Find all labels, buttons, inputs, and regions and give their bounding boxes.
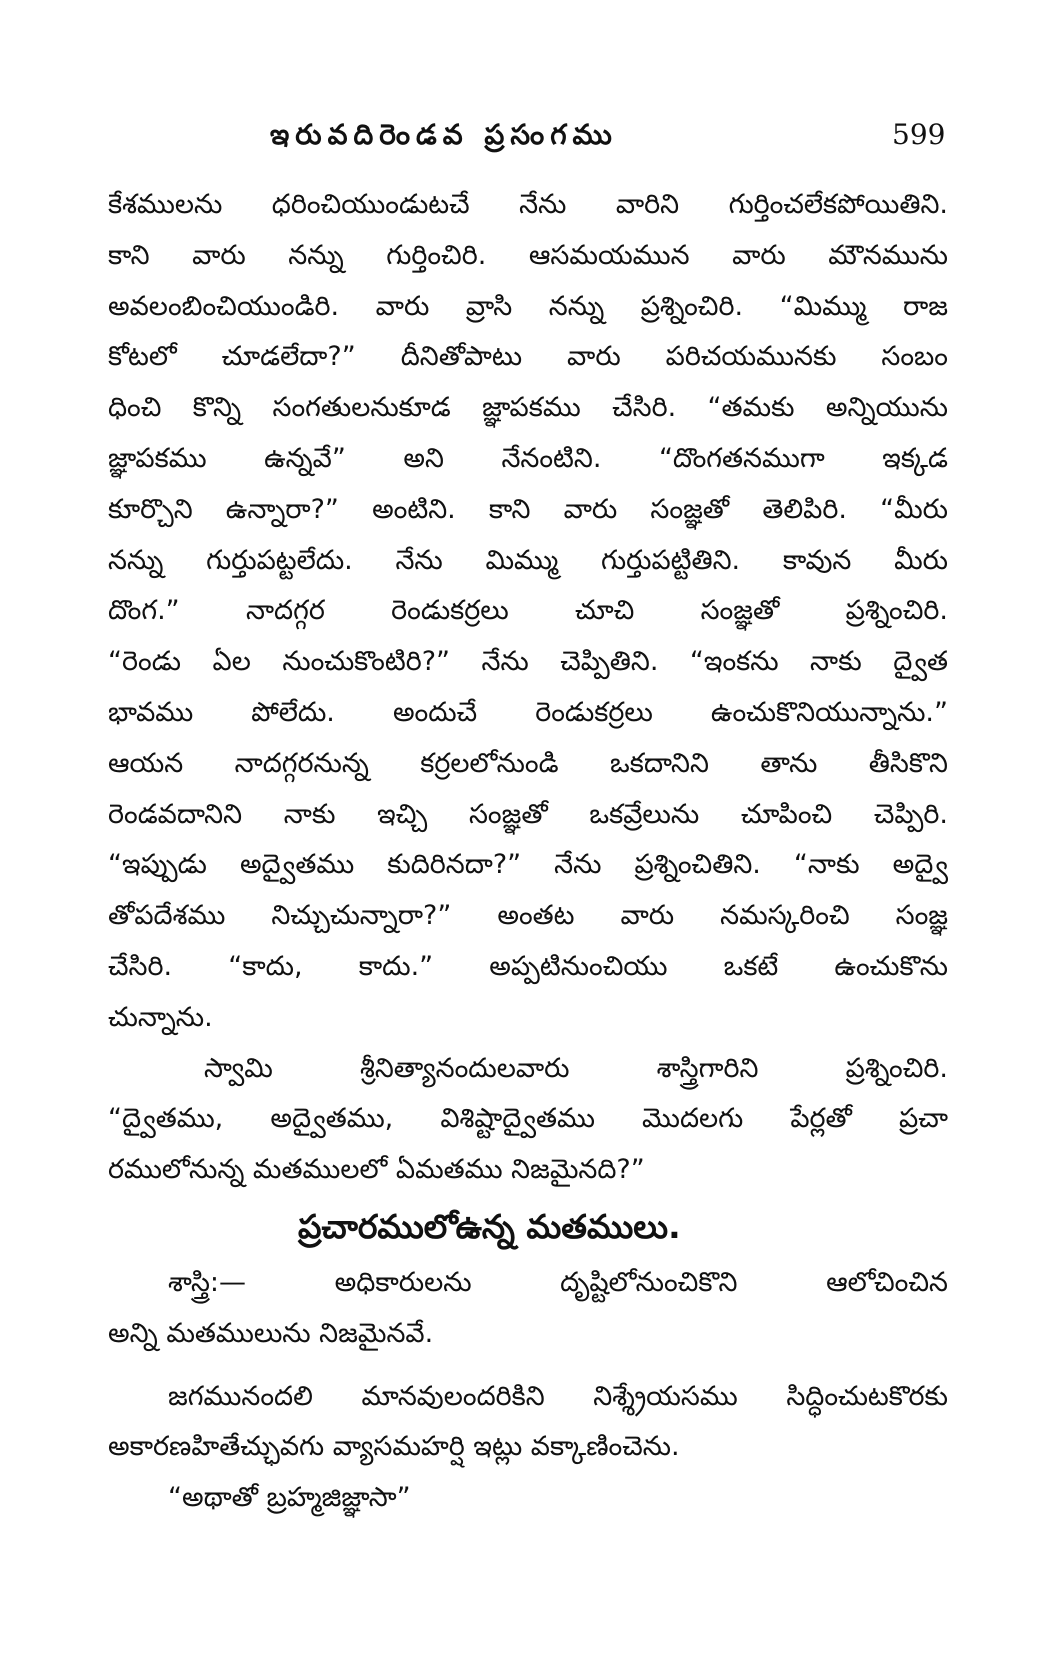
text-line: చున్నాను. [108, 1001, 213, 1033]
paragraph-3 [108, 1258, 948, 1360]
text-line: “ద్వైతము, అద్వైతము, విశిష్టాద్వైతము మొదలగు పేర్లతో ప్రచా [108, 1103, 948, 1135]
text-line: రములోనున్న మతములలో ఏమతము నిజమైనది?” [108, 1154, 645, 1186]
text-line: “ఇప్పుడు అద్వైతము కుదిరినదా?” నేను ప్రశ్నించితిని. “నాకు అద్వై [108, 849, 948, 881]
text-line: స్వామి శ్రీనిత్యానందులవారు శాస్త్రిగారిని ప్రశ్నించిరి. [204, 1052, 948, 1084]
text-line: కూర్చొని ఉన్నారా?” అంటిని. కాని వారు సంజ్ఞతో తెలిపిరి. “మీరు [108, 493, 948, 525]
text-line: రెండవదానిని నాకు ఇచ్చి సంజ్ఞతో ఒకవ్రేలును చూపించి చెప్పిరి. [108, 798, 948, 830]
text-line: “రెండు ఏల నుంచుకొంటిరి?” నేను చెప్పితిని. “ఇంకను నాకు ద్వైత [108, 646, 948, 678]
text-line: జగమునందలి మానవులందరికిని నిశ్శ్రేయసము సిద్ధించుటకొరకు [168, 1380, 948, 1412]
page-number: 599 [892, 118, 946, 151]
text-line: అకారణహితేచ్ఛువగు వ్యాసమహర్షి ఇట్లు వక్కాణించెను. [108, 1431, 680, 1463]
text-line: దొంగ.” నాదగ్గర రెండుకర్రలు చూచి సంజ్ఞతో ప్రశ్నించిరి. [108, 595, 948, 627]
text-line: శాస్త్రి:— అధికారులను దృష్టిలోనుంచికొని ఆలోచించిన [168, 1266, 948, 1298]
text-line: తోపదేశము నిచ్చుచున్నారా?” అంతట వారు నమస్కరించి సంజ్ఞ [108, 900, 948, 932]
text-line: కోటలో చూడలేదా?” దీనితోపాటు వారు పరిచయమునకు సంబం [108, 341, 948, 373]
text-line: భావము పోలేదు. అందుచే రెండుకర్రలు ఉంచుకొనియున్నాను.” [108, 696, 948, 728]
paragraph-2 [108, 1044, 948, 1196]
text-line: చేసిరి. “కాదు, కాదు.” అప్పటినుంచియు ఒకటే ఉంచుకొను [108, 950, 948, 982]
section-heading: ప్రచారములోఉన్న మతములు. [298, 1206, 681, 1246]
running-head [0, 118, 1038, 158]
paragraph-4 [108, 1372, 948, 1474]
paragraph-1 [108, 180, 948, 1044]
text-line: ధించి కొన్ని సంగతులనుకూడ జ్ఞాపకము చేసిరి. “తమకు అన్నియును [108, 392, 948, 424]
body-text [108, 180, 948, 1524]
text-line: కేశములను ధరించియుండుటచే నేను వారిని గుర్తించలేకపోయితిని. [108, 189, 948, 220]
text-line: అవలంబించియుండిరి. వారు వ్రాసి నన్ను ప్రశ్నించిరి. “మిమ్ము రాజ [108, 290, 948, 322]
text-line: కాని వారు నన్ను గుర్తించిరి. ఆసమయమున వారు మౌనమును [108, 239, 948, 271]
text-line: నన్ను గుర్తుపట్టలేదు. నేను మిమ్ము గుర్తుపట్టితిని. కావున మీరు [108, 544, 948, 576]
paragraph-gap [108, 1360, 948, 1372]
text-line: ఆయన నాదగ్గరనున్న కర్రలలోనుండి ఒకదానిని తాను తీసికొని [108, 747, 948, 779]
text-line: అన్ని మతములును నిజమైనవే. [108, 1317, 434, 1349]
sutra-quote: “అథాతో బ్రహ్మజిజ్ఞాసా” [168, 1482, 411, 1514]
text-line: జ్ఞాపకము ఉన్నవే” అని నేనంటిని. “దొంగతనముగా ఇక్కడ [108, 442, 948, 474]
chapter-title: ఇరువదిరెండవ ప్రసంగము [270, 118, 618, 151]
